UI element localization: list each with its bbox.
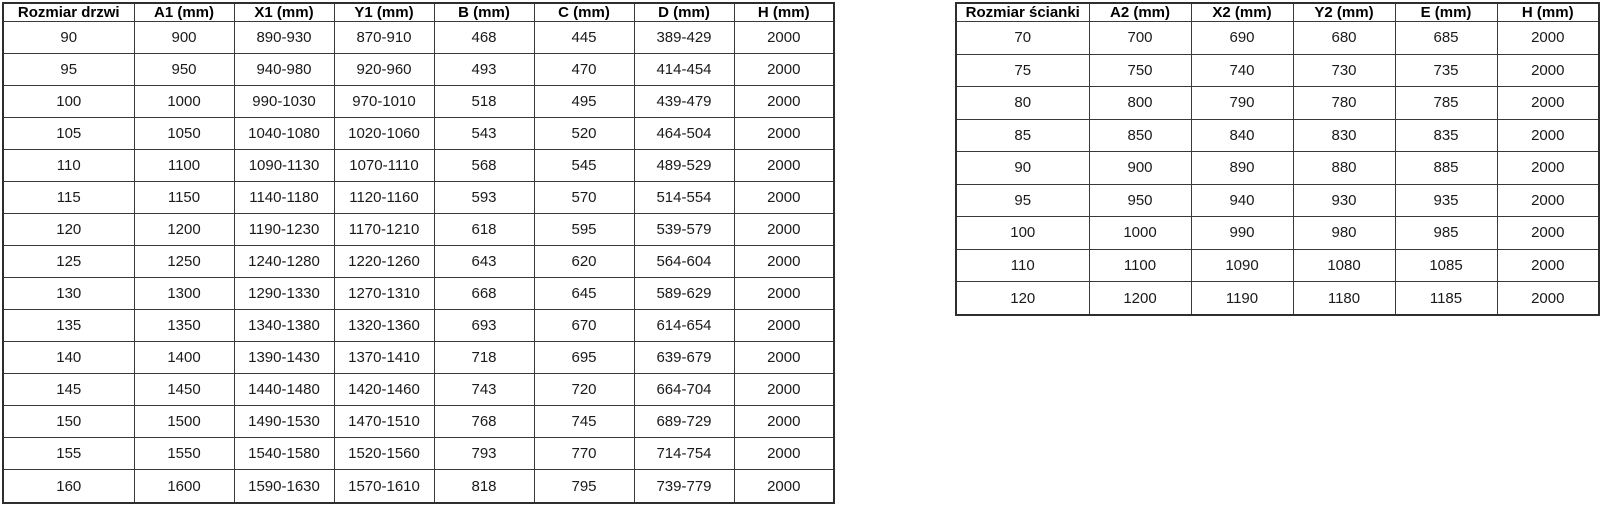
table-cell: 1100 bbox=[1089, 249, 1191, 282]
table-cell: 564-604 bbox=[634, 246, 734, 278]
table-cell: 1190-1230 bbox=[234, 214, 334, 246]
table-cell: 850 bbox=[1089, 119, 1191, 152]
table-cell: 493 bbox=[434, 54, 534, 86]
table-cell: 714-754 bbox=[634, 438, 734, 470]
table-cell: 2000 bbox=[734, 54, 834, 86]
table-cell: 880 bbox=[1293, 152, 1395, 185]
table-cell: 885 bbox=[1395, 152, 1497, 185]
table-row bbox=[3, 470, 834, 503]
column-header: Y1 (mm) bbox=[334, 3, 434, 22]
table-row bbox=[3, 118, 834, 150]
table-cell: 1600 bbox=[134, 470, 234, 503]
table-cell: 110 bbox=[3, 150, 134, 182]
table-cell: 100 bbox=[3, 86, 134, 118]
table-cell: 2000 bbox=[734, 22, 834, 54]
table-row bbox=[956, 217, 1599, 250]
table-cell: 414-454 bbox=[634, 54, 734, 86]
table-cell: 593 bbox=[434, 182, 534, 214]
table-cell: 468 bbox=[434, 22, 534, 54]
table-cell: 1470-1510 bbox=[334, 406, 434, 438]
table-row bbox=[3, 86, 834, 118]
table-row bbox=[3, 310, 834, 342]
column-header: A2 (mm) bbox=[1089, 3, 1191, 22]
table-cell: 745 bbox=[534, 406, 634, 438]
table-cell: 689-729 bbox=[634, 406, 734, 438]
table-cell: 900 bbox=[134, 22, 234, 54]
table-cell: 930 bbox=[1293, 184, 1395, 217]
table-cell: 1140-1180 bbox=[234, 182, 334, 214]
table-cell: 75 bbox=[956, 54, 1089, 87]
table-cell: 90 bbox=[3, 22, 134, 54]
table-cell: 2000 bbox=[1497, 152, 1599, 185]
table-row bbox=[3, 438, 834, 470]
table-cell: 2000 bbox=[734, 246, 834, 278]
table-cell: 1400 bbox=[134, 342, 234, 374]
table-cell: 785 bbox=[1395, 87, 1497, 120]
column-header: X2 (mm) bbox=[1191, 3, 1293, 22]
table-cell: 1100 bbox=[134, 150, 234, 182]
table-cell: 70 bbox=[956, 22, 1089, 55]
table-row bbox=[3, 22, 834, 54]
table-cell: 1020-1060 bbox=[334, 118, 434, 150]
table-cell: 2000 bbox=[1497, 184, 1599, 217]
table-row bbox=[956, 22, 1599, 55]
table-cell: 1120-1160 bbox=[334, 182, 434, 214]
table-cell: 2000 bbox=[734, 470, 834, 503]
table-cell: 668 bbox=[434, 278, 534, 310]
table-row bbox=[3, 150, 834, 182]
table-cell: 110 bbox=[956, 249, 1089, 282]
table-cell: 543 bbox=[434, 118, 534, 150]
table-cell: 489-529 bbox=[634, 150, 734, 182]
table-cell: 130 bbox=[3, 278, 134, 310]
table-cell: 835 bbox=[1395, 119, 1497, 152]
table-row bbox=[956, 249, 1599, 282]
table-cell: 1200 bbox=[1089, 282, 1191, 316]
table-cell: 940-980 bbox=[234, 54, 334, 86]
table-cell: 2000 bbox=[1497, 22, 1599, 55]
table-cell: 155 bbox=[3, 438, 134, 470]
header-row bbox=[956, 3, 1599, 22]
column-header: A1 (mm) bbox=[134, 3, 234, 22]
column-header: Rozmiar drzwi bbox=[3, 3, 134, 22]
table-cell: 464-504 bbox=[634, 118, 734, 150]
table-cell: 935 bbox=[1395, 184, 1497, 217]
table-cell: 670 bbox=[534, 310, 634, 342]
table-cell: 800 bbox=[1089, 87, 1191, 120]
table-cell: 980 bbox=[1293, 217, 1395, 250]
header-row bbox=[3, 3, 834, 22]
table-cell: 940 bbox=[1191, 184, 1293, 217]
table-cell: 2000 bbox=[734, 118, 834, 150]
table-cell: 1000 bbox=[1089, 217, 1191, 250]
table-cell: 1440-1480 bbox=[234, 374, 334, 406]
table-cell: 1590-1630 bbox=[234, 470, 334, 503]
table-cell: 2000 bbox=[1497, 282, 1599, 316]
table-cell: 2000 bbox=[1497, 119, 1599, 152]
table-cell: 1370-1410 bbox=[334, 342, 434, 374]
table-row bbox=[3, 246, 834, 278]
table-cell: 900 bbox=[1089, 152, 1191, 185]
table-cell: 1190 bbox=[1191, 282, 1293, 316]
table-cell: 1420-1460 bbox=[334, 374, 434, 406]
table-cell: 570 bbox=[534, 182, 634, 214]
table-cell: 645 bbox=[534, 278, 634, 310]
table-cell: 100 bbox=[956, 217, 1089, 250]
table-cell: 830 bbox=[1293, 119, 1395, 152]
table-cell: 693 bbox=[434, 310, 534, 342]
table-cell: 120 bbox=[956, 282, 1089, 316]
table-cell: 1090-1130 bbox=[234, 150, 334, 182]
table-cell: 2000 bbox=[1497, 87, 1599, 120]
table-cell: 1490-1530 bbox=[234, 406, 334, 438]
table-cell: 780 bbox=[1293, 87, 1395, 120]
table-cell: 1040-1080 bbox=[234, 118, 334, 150]
table-cell: 2000 bbox=[734, 278, 834, 310]
table-cell: 743 bbox=[434, 374, 534, 406]
table-cell: 950 bbox=[134, 54, 234, 86]
table-cell: 840 bbox=[1191, 119, 1293, 152]
table-cell: 160 bbox=[3, 470, 134, 503]
table-cell: 470 bbox=[534, 54, 634, 86]
table-cell: 80 bbox=[956, 87, 1089, 120]
table-cell: 1320-1360 bbox=[334, 310, 434, 342]
table-cell: 1000 bbox=[134, 86, 234, 118]
table-row bbox=[956, 282, 1599, 316]
table-cell: 795 bbox=[534, 470, 634, 503]
table-cell: 105 bbox=[3, 118, 134, 150]
column-header: Rozmiar ścianki bbox=[956, 3, 1089, 22]
table-cell: 750 bbox=[1089, 54, 1191, 87]
table-cell: 664-704 bbox=[634, 374, 734, 406]
table-row bbox=[3, 54, 834, 86]
table-cell: 970-1010 bbox=[334, 86, 434, 118]
column-header: D (mm) bbox=[634, 3, 734, 22]
table-row bbox=[3, 374, 834, 406]
table-cell: 718 bbox=[434, 342, 534, 374]
column-header: X1 (mm) bbox=[234, 3, 334, 22]
table-cell: 1290-1330 bbox=[234, 278, 334, 310]
table-cell: 115 bbox=[3, 182, 134, 214]
table-cell: 1085 bbox=[1395, 249, 1497, 282]
table-cell: 990 bbox=[1191, 217, 1293, 250]
table-cell: 1450 bbox=[134, 374, 234, 406]
table-cell: 2000 bbox=[1497, 217, 1599, 250]
table-cell: 2000 bbox=[1497, 249, 1599, 282]
table-row bbox=[956, 87, 1599, 120]
table-cell: 135 bbox=[3, 310, 134, 342]
table-cell: 2000 bbox=[734, 182, 834, 214]
table-cell: 700 bbox=[1089, 22, 1191, 55]
table-row bbox=[956, 184, 1599, 217]
table-cell: 2000 bbox=[734, 86, 834, 118]
table-cell: 950 bbox=[1089, 184, 1191, 217]
table-cell: 2000 bbox=[734, 150, 834, 182]
table-cell: 1540-1580 bbox=[234, 438, 334, 470]
table-cell: 120 bbox=[3, 214, 134, 246]
table-cell: 520 bbox=[534, 118, 634, 150]
table-row bbox=[3, 278, 834, 310]
column-header: Y2 (mm) bbox=[1293, 3, 1395, 22]
table-cell: 95 bbox=[956, 184, 1089, 217]
table-cell: 680 bbox=[1293, 22, 1395, 55]
table-cell: 445 bbox=[534, 22, 634, 54]
table-cell: 2000 bbox=[1497, 54, 1599, 87]
wall-panel-size-table bbox=[955, 2, 1600, 316]
table-cell: 1200 bbox=[134, 214, 234, 246]
table-row bbox=[956, 152, 1599, 185]
table-cell: 1050 bbox=[134, 118, 234, 150]
table-cell: 739-779 bbox=[634, 470, 734, 503]
table-cell: 990-1030 bbox=[234, 86, 334, 118]
table-cell: 770 bbox=[534, 438, 634, 470]
table-cell: 920-960 bbox=[334, 54, 434, 86]
table-cell: 2000 bbox=[734, 310, 834, 342]
table-cell: 85 bbox=[956, 119, 1089, 152]
table-cell: 985 bbox=[1395, 217, 1497, 250]
table-cell: 539-579 bbox=[634, 214, 734, 246]
table-cell: 1390-1430 bbox=[234, 342, 334, 374]
table-cell: 685 bbox=[1395, 22, 1497, 55]
table-cell: 768 bbox=[434, 406, 534, 438]
table-cell: 1150 bbox=[134, 182, 234, 214]
door-size-table bbox=[2, 2, 835, 504]
table-cell: 145 bbox=[3, 374, 134, 406]
table-cell: 545 bbox=[534, 150, 634, 182]
table-cell: 793 bbox=[434, 438, 534, 470]
column-header: H (mm) bbox=[734, 3, 834, 22]
table-cell: 735 bbox=[1395, 54, 1497, 87]
table-cell: 1220-1260 bbox=[334, 246, 434, 278]
table-cell: 690 bbox=[1191, 22, 1293, 55]
table-row bbox=[3, 214, 834, 246]
table-cell: 1240-1280 bbox=[234, 246, 334, 278]
table-cell: 2000 bbox=[734, 406, 834, 438]
column-header: B (mm) bbox=[434, 3, 534, 22]
table-cell: 620 bbox=[534, 246, 634, 278]
table-cell: 614-654 bbox=[634, 310, 734, 342]
table-cell: 695 bbox=[534, 342, 634, 374]
table-cell: 1350 bbox=[134, 310, 234, 342]
table-cell: 870-910 bbox=[334, 22, 434, 54]
table-cell: 518 bbox=[434, 86, 534, 118]
table-cell: 495 bbox=[534, 86, 634, 118]
table-cell: 890 bbox=[1191, 152, 1293, 185]
table-cell: 1520-1560 bbox=[334, 438, 434, 470]
column-header: H (mm) bbox=[1497, 3, 1599, 22]
table-cell: 389-429 bbox=[634, 22, 734, 54]
table-cell: 2000 bbox=[734, 438, 834, 470]
table-cell: 90 bbox=[956, 152, 1089, 185]
table-row bbox=[956, 119, 1599, 152]
column-header: E (mm) bbox=[1395, 3, 1497, 22]
table-cell: 1170-1210 bbox=[334, 214, 434, 246]
table-cell: 1185 bbox=[1395, 282, 1497, 316]
table-cell: 595 bbox=[534, 214, 634, 246]
table-cell: 1250 bbox=[134, 246, 234, 278]
table-cell: 150 bbox=[3, 406, 134, 438]
table-cell: 618 bbox=[434, 214, 534, 246]
table-cell: 818 bbox=[434, 470, 534, 503]
table-cell: 140 bbox=[3, 342, 134, 374]
table-cell: 720 bbox=[534, 374, 634, 406]
table-row bbox=[3, 182, 834, 214]
table-cell: 568 bbox=[434, 150, 534, 182]
table-cell: 1180 bbox=[1293, 282, 1395, 316]
table-cell: 514-554 bbox=[634, 182, 734, 214]
table-cell: 1300 bbox=[134, 278, 234, 310]
table-cell: 589-629 bbox=[634, 278, 734, 310]
table-cell: 1340-1380 bbox=[234, 310, 334, 342]
table-row bbox=[3, 406, 834, 438]
table-cell: 1080 bbox=[1293, 249, 1395, 282]
table-cell: 639-679 bbox=[634, 342, 734, 374]
table-cell: 2000 bbox=[734, 342, 834, 374]
table-cell: 2000 bbox=[734, 374, 834, 406]
table-cell: 1570-1610 bbox=[334, 470, 434, 503]
table-cell: 1500 bbox=[134, 406, 234, 438]
table-cell: 790 bbox=[1191, 87, 1293, 120]
table-cell: 1270-1310 bbox=[334, 278, 434, 310]
table-cell: 730 bbox=[1293, 54, 1395, 87]
table-cell: 890-930 bbox=[234, 22, 334, 54]
table-cell: 125 bbox=[3, 246, 134, 278]
column-header: C (mm) bbox=[534, 3, 634, 22]
table-cell: 2000 bbox=[734, 214, 834, 246]
table-cell: 1070-1110 bbox=[334, 150, 434, 182]
table-cell: 1090 bbox=[1191, 249, 1293, 282]
table-row bbox=[3, 342, 834, 374]
table-cell: 643 bbox=[434, 246, 534, 278]
table-row bbox=[956, 54, 1599, 87]
table-cell: 740 bbox=[1191, 54, 1293, 87]
table-cell: 95 bbox=[3, 54, 134, 86]
table-cell: 439-479 bbox=[634, 86, 734, 118]
table-cell: 1550 bbox=[134, 438, 234, 470]
